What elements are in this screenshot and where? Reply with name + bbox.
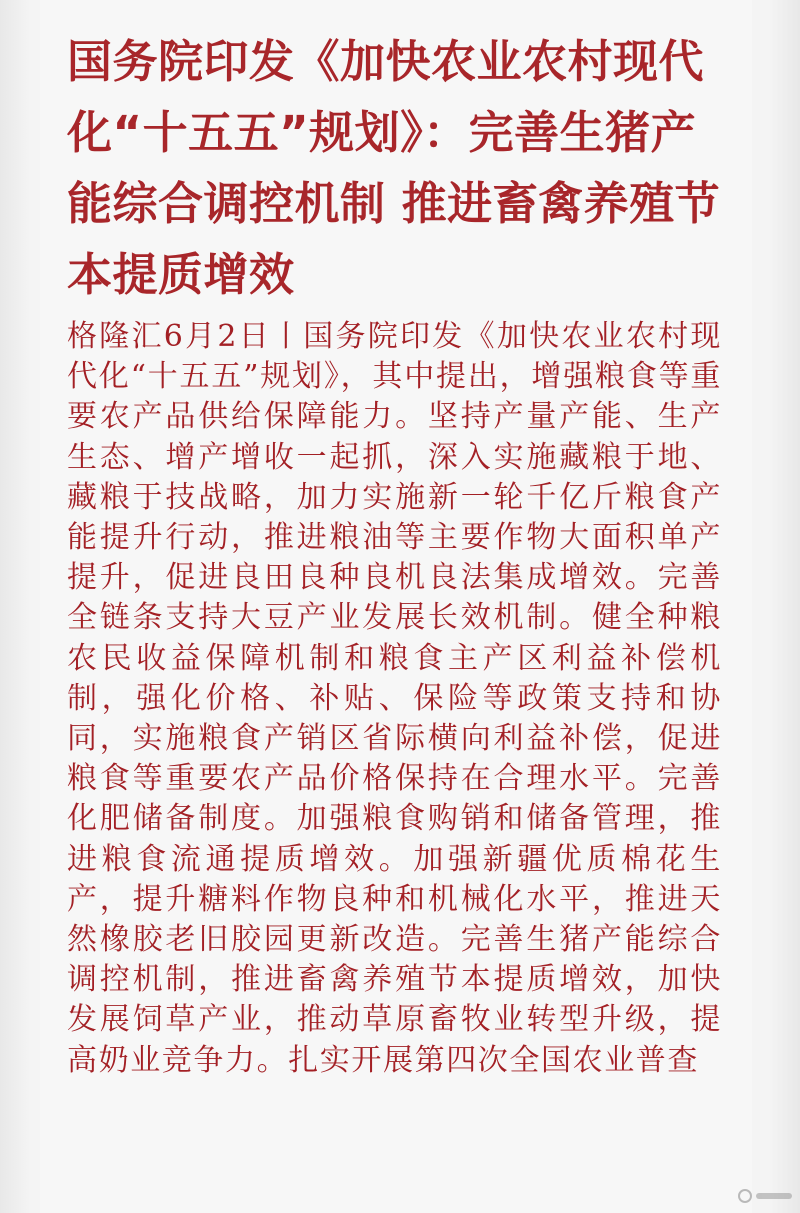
article-headline: 国务院印发《加快农业农村现代化“十五五”规划》：完善生猪产能综合调控机制 推进畜禽养殖节本提质增效	[67, 35, 721, 301]
article-card	[40, 0, 752, 1213]
watermark-bar-icon	[756, 1193, 792, 1199]
watermark-logo-icon	[722, 1185, 792, 1207]
article-body: 格隆汇6月2日丨国务院印发《加快农业农村现代化“十五五”规划》，其中提出，增强粮食等重要农产品供给保障能力。坚持产量产能、生产生态、增产增收一起抓，深入实施藏粮于地、藏粮于技战略，加力实施新一轮千亿斤粮食产能提升行动，推进粮油等主要作物大面积单产提升，促进良田良种良机良法集成增效。完善全链条支持大豆产业发展长效机制。健全种粮农民收益保障机制和粮食主产区利益补偿机制，强化价格、补贴、保险等政策支持和协同，实施粮食产销区省际横向利益补偿，促进粮食等重要农产品价格保持在合理水平。完善化肥储备制度。加强粮食购销和储备管理，推进粮食流通提质增效。加强新疆优质棉花生产，提升糖料作物良种和机械化水平，推进天然橡胶老旧胶园更新改造。完善生猪产能综合调控机制，推进畜禽养殖节本提质增效，加快发展饲草产业，推动草原畜牧业转型升级，提高奶业竞争力。扎实开展第四次全国农业普查	[67, 319, 722, 1078]
watermark-dot-icon	[738, 1189, 752, 1203]
